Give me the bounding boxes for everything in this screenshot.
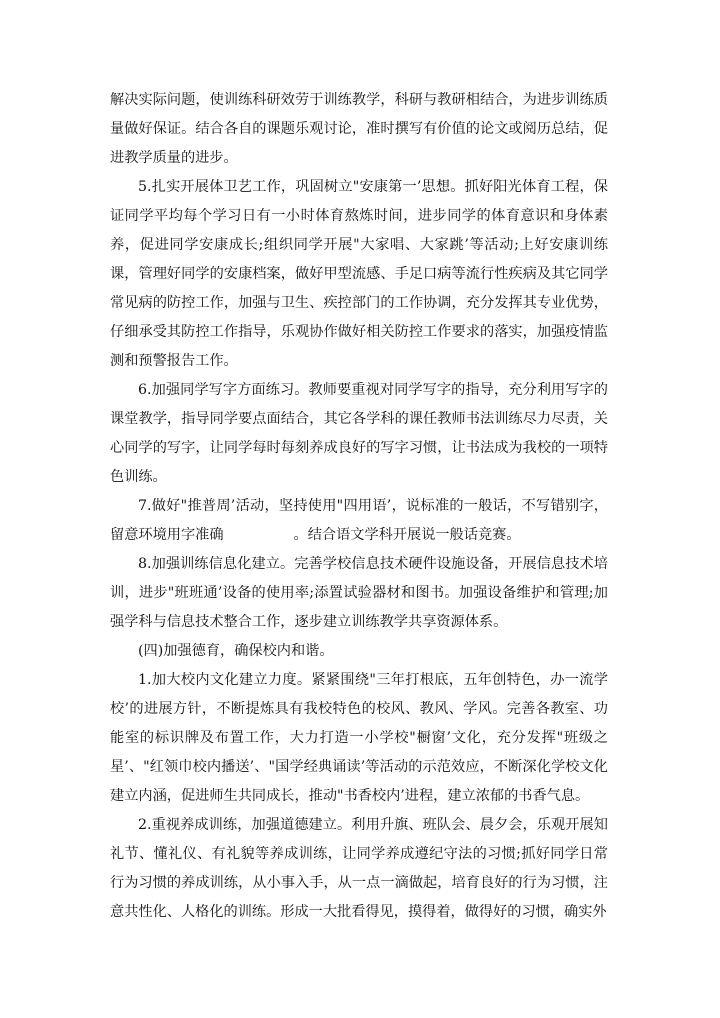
paragraph-item-5: 5.扎实开展体卫艺工作，巩固树立"安康第一’思想。抓好阳光体育工程，保证同学平均每个学习日有一小时体育熬炼时间，进步同学的体育意识和身体素养，促进同学安康成长;组织同学开展"大家唱、大家跳’等活动;上好安康训练课，管理好同学的安康档案，做好甲型流感、手足口病等流行性疾病及其它同学常见病的防控工作，加强与卫生、疾控部门的工作协调，充分发挥其专业优势，仔细承受其防控工作指导，乐观协作做好相关防控工作要求的落实，加强疫情监测和预警报告工作。 [110, 179, 608, 369]
paragraph-item-7-part-a: 7.做好"推普周’活动，坚持使用"四用语’，说标准的一般话，不写错别字，留意环境用字准确 [110, 498, 608, 543]
paragraph-item-6: 6.加强同学写字方面练习。教师要重视对同学写字的指导，充分利用写字的课堂教学，指导同学要点面结合，其它各学科的课任教师书法训练尽力尽责，关心同学的写字，让同学每时每刻养成良好的写字习惯，让书法成为我校的一项特色训练。 [110, 382, 608, 485]
paragraph-moral-2: 2.重视养成训练，加强道德建立。利用升旗、班队会、晨夕会，乐观开展知礼节、懂礼仪、有礼貌等养成训练，让同学养成遵纪守法的习惯;抓好同学日常行为习惯的养成训练，从小事入手，从一点一滴做起，培育良好的行为习惯，注意共性化、人格化的训练。形成一大批看得见，摸得着，做得好的习惯，确实外 [110, 817, 608, 920]
paragraph-item-7-part-b: 。结合语文学科开展说一般话竞赛。 [293, 527, 521, 543]
paragraph-item-7 [110, 492, 608, 550]
section-heading-4: (四)加强德育，确保校内和谐。 [138, 643, 334, 659]
paragraph-intro-continuation: 解决实际问题，使训练科研效劳于训练教学，科研与教研相结合，为进步训练质量做好保证。结合各自的课题乐观讨论，准时撰写有价值的论文或阅历总结，促进教学质量的进步。 [110, 92, 608, 166]
paragraph-item-8: 8.加强训练信息化建立。完善学校信息技术硬件设施设备，开展信息技术培训，进步"班班通’设备的使用率;添置试验器材和图书。加强设备维护和管理;加强学科与信息技术整合工作，逐步建立训练教学共享资源体系。 [110, 556, 608, 630]
document-body [110, 86, 608, 927]
paragraph-moral-1: 1.加大校内文化建立力度。紧紧围绕"三年打根底，五年创特色，办一流学校’的进展方针，不断提炼具有我校特色的校风、教风、学风。完善各教室、功能室的标识牌及布置工作，大力打造一小学校"橱窗’文化，充分发挥"班级之星’、"红领巾校内播送’、"国学经典诵读’等活动的示范效应，不断深化学校文化建立内涵，促进师生共同成长，推动"书香校内’进程，建立浓郁的书香气息。 [110, 672, 608, 804]
